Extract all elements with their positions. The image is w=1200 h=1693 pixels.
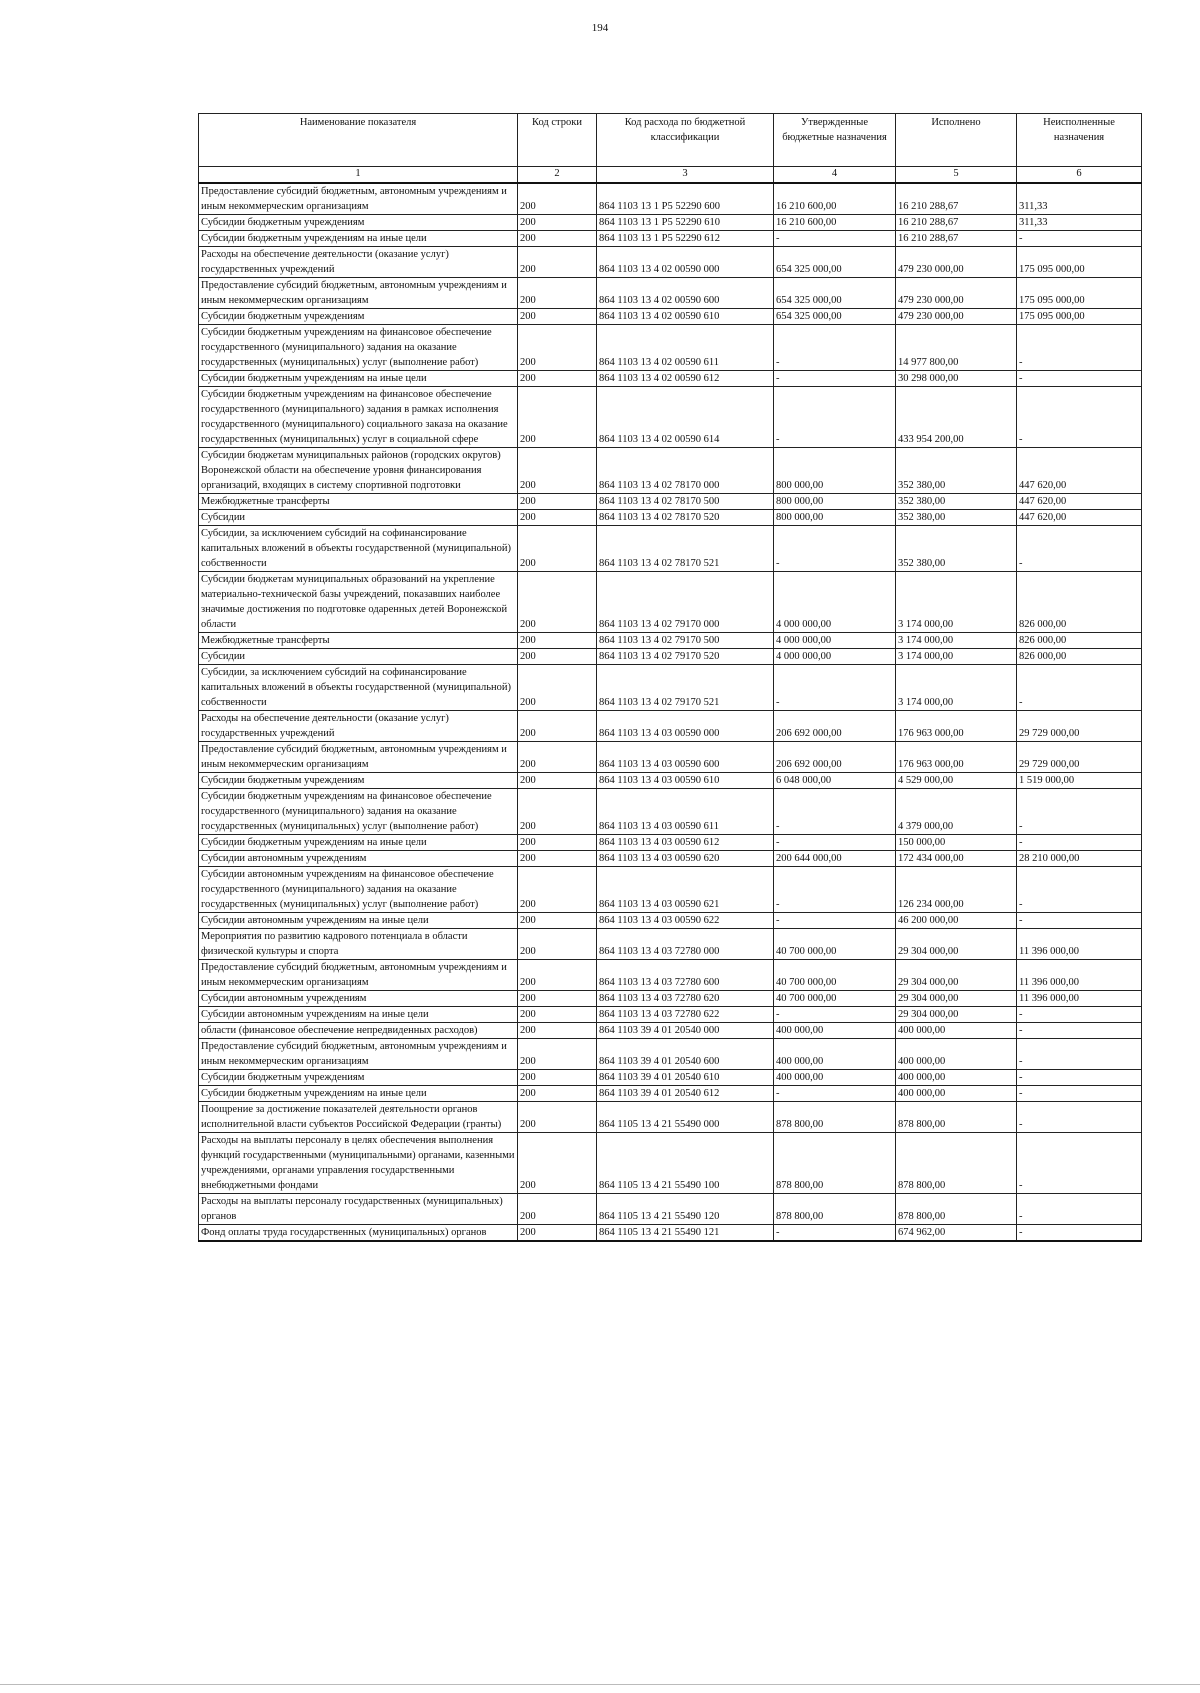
table-cell-line-code: 200 [518,183,597,215]
table-row [199,448,1142,494]
table-cell-name: Предоставление субсидий бюджетным, автономным учреждениям и иным некоммерческим организациям [199,1039,518,1070]
table-cell-name: Субсидии бюджетным учреждениям на иные цели [199,231,518,247]
table-row [199,1007,1142,1023]
table-cell-line-code: 200 [518,991,597,1007]
table-cell-unexecuted: - [1017,1102,1142,1133]
column-number: 2 [518,167,597,184]
table-cell-budget-code: 864 1103 13 4 03 72780 600 [597,960,774,991]
table-cell-approved: 878 800,00 [774,1133,896,1194]
table-row [199,1023,1142,1039]
table-cell-unexecuted: 175 095 000,00 [1017,247,1142,278]
table-cell-line-code: 200 [518,1039,597,1070]
table-cell-name: Предоставление субсидий бюджетным, автономным учреждениям и иным некоммерческим организациям [199,960,518,991]
table-cell-executed: 352 380,00 [896,448,1017,494]
table-cell-budget-code: 864 1103 13 4 03 00590 622 [597,913,774,929]
table-cell-name: Субсидии [199,510,518,526]
table-row [199,371,1142,387]
table-cell-budget-code: 864 1103 13 4 02 78170 520 [597,510,774,526]
table-cell-unexecuted: 447 620,00 [1017,448,1142,494]
table-cell-approved: - [774,387,896,448]
table-cell-unexecuted: 28 210 000,00 [1017,851,1142,867]
table-cell-executed: 3 174 000,00 [896,649,1017,665]
table-cell-unexecuted: 29 729 000,00 [1017,742,1142,773]
table-cell-unexecuted: 826 000,00 [1017,572,1142,633]
header-line-code: Код строки [518,114,597,167]
table-cell-name: Субсидии бюджетным учреждениям на финансовое обеспечение государственного (муниципального) задания на оказание государственных (муниципальных) услуг (выполнение работ) [199,789,518,835]
table-cell-budget-code: 864 1103 13 4 03 00590 621 [597,867,774,913]
table-row [199,913,1142,929]
table-cell-budget-code: 864 1103 13 4 03 00590 611 [597,789,774,835]
table-row [199,278,1142,309]
table-row [199,1070,1142,1086]
table-cell-line-code: 200 [518,278,597,309]
table-cell-approved: - [774,1086,896,1102]
table-cell-line-code: 200 [518,1086,597,1102]
table-row [199,231,1142,247]
table-cell-executed: 674 962,00 [896,1225,1017,1242]
table-cell-approved: - [774,665,896,711]
table-cell-name: Субсидии бюджетным учреждениям [199,773,518,789]
column-number: 4 [774,167,896,184]
table-cell-approved: 654 325 000,00 [774,247,896,278]
table-cell-unexecuted: 29 729 000,00 [1017,711,1142,742]
table-cell-line-code: 200 [518,742,597,773]
table-cell-budget-code: 864 1103 13 4 02 79170 521 [597,665,774,711]
table-cell-budget-code: 864 1103 13 4 02 00590 614 [597,387,774,448]
table-row [199,1133,1142,1194]
table-cell-approved: 800 000,00 [774,494,896,510]
table-cell-name: Субсидии автономным учреждениям [199,991,518,1007]
table-cell-budget-code: 864 1103 13 4 02 00590 000 [597,247,774,278]
table-cell-approved: - [774,835,896,851]
table-cell-unexecuted: - [1017,371,1142,387]
table-cell-approved: 4 000 000,00 [774,649,896,665]
table-cell-line-code: 200 [518,371,597,387]
table-cell-unexecuted: 11 396 000,00 [1017,991,1142,1007]
table-cell-budget-code: 864 1103 13 4 02 79170 000 [597,572,774,633]
table-cell-executed: 479 230 000,00 [896,247,1017,278]
table-cell-line-code: 200 [518,1102,597,1133]
table-cell-executed: 479 230 000,00 [896,278,1017,309]
table-cell-budget-code: 864 1103 13 1 P5 52290 600 [597,183,774,215]
table-row [199,835,1142,851]
table-cell-line-code: 200 [518,309,597,325]
table-cell-approved: - [774,526,896,572]
table-cell-unexecuted: - [1017,1086,1142,1102]
table-row [199,494,1142,510]
table-cell-executed: 3 174 000,00 [896,572,1017,633]
table-cell-budget-code: 864 1103 13 1 P5 52290 612 [597,231,774,247]
table-cell-name: Субсидии бюджетным учреждениям на иные цели [199,835,518,851]
table-cell-executed: 16 210 288,67 [896,231,1017,247]
table-cell-executed: 172 434 000,00 [896,851,1017,867]
table-cell-line-code: 200 [518,711,597,742]
table-row [199,1194,1142,1225]
table-cell-name: Мероприятия по развитию кадрового потенциала в области физической культуры и спорта [199,929,518,960]
header-indicator-name: Наименование показателя [199,114,518,167]
table-row [199,325,1142,371]
table-cell-name: Субсидии бюджетным учреждениям на иные цели [199,371,518,387]
table-cell-approved: - [774,231,896,247]
table-cell-line-code: 200 [518,1194,597,1225]
table-row [199,309,1142,325]
table-cell-executed: 3 174 000,00 [896,633,1017,649]
table-cell-unexecuted: 11 396 000,00 [1017,960,1142,991]
table-cell-line-code: 200 [518,851,597,867]
table-row [199,247,1142,278]
table-cell-name: Субсидии бюджетным учреждениям [199,215,518,231]
table-cell-name: Субсидии бюджетам муниципальных районов (городских округов) Воронежской области на обеспечение уровня финансирования организаций, входящих в систему спортивной подготовки [199,448,518,494]
table-cell-unexecuted: - [1017,789,1142,835]
table-cell-approved: 654 325 000,00 [774,309,896,325]
table-cell-unexecuted: - [1017,867,1142,913]
table-cell-budget-code: 864 1103 13 4 02 78170 521 [597,526,774,572]
table-cell-unexecuted: 826 000,00 [1017,649,1142,665]
table-cell-executed: 400 000,00 [896,1070,1017,1086]
table-body [199,183,1142,1241]
table-cell-budget-code: 864 1103 13 4 02 00590 610 [597,309,774,325]
page-number: 194 [591,22,609,34]
table-cell-name: Расходы на обеспечение деятельности (оказание услуг) государственных учреждений [199,247,518,278]
table-cell-name: Субсидии бюджетам муниципальных образований на укрепление материально-технической базы учреждений, показавших наиболее значимые достижения по подготовке одаренных детей Воронежской области [199,572,518,633]
table-cell-name: Субсидии [199,649,518,665]
table-cell-unexecuted: 11 396 000,00 [1017,929,1142,960]
table-cell-budget-code: 864 1105 13 4 21 55490 100 [597,1133,774,1194]
table-row [199,572,1142,633]
table-cell-approved: - [774,1225,896,1242]
table-cell-name: Субсидии, за исключением субсидий на софинансирование капитальных вложений в объекты государственной (муниципальной) собственности [199,665,518,711]
table-row [199,789,1142,835]
table-cell-budget-code: 864 1103 13 4 03 00590 610 [597,773,774,789]
table-cell-unexecuted: - [1017,1070,1142,1086]
table-cell-executed: 150 000,00 [896,835,1017,851]
table-cell-executed: 16 210 288,67 [896,215,1017,231]
table-cell-unexecuted: 175 095 000,00 [1017,278,1142,309]
table-cell-name: Субсидии, за исключением субсидий на софинансирование капитальных вложений в объекты государственной (муниципальной) собственности [199,526,518,572]
table-cell-executed: 400 000,00 [896,1086,1017,1102]
table-cell-executed: 878 800,00 [896,1133,1017,1194]
table-cell-budget-code: 864 1103 13 4 03 00590 600 [597,742,774,773]
table-cell-approved: 400 000,00 [774,1023,896,1039]
table-cell-line-code: 200 [518,231,597,247]
column-number: 1 [199,167,518,184]
table-cell-line-code: 200 [518,649,597,665]
table-cell-executed: 433 954 200,00 [896,387,1017,448]
table-cell-unexecuted: - [1017,387,1142,448]
table-cell-budget-code: 864 1103 13 4 02 79170 520 [597,649,774,665]
table-cell-executed: 176 963 000,00 [896,711,1017,742]
table-cell-budget-code: 864 1105 13 4 21 55490 120 [597,1194,774,1225]
table-cell-budget-code: 864 1103 13 4 03 00590 620 [597,851,774,867]
table-cell-line-code: 200 [518,929,597,960]
table-cell-budget-code: 864 1103 39 4 01 20540 610 [597,1070,774,1086]
table-cell-name: Межбюджетные трансферты [199,494,518,510]
table-row [199,633,1142,649]
table-row [199,1102,1142,1133]
table-cell-name: Предоставление субсидий бюджетным, автономным учреждениям и иным некоммерческим организациям [199,742,518,773]
table-cell-line-code: 200 [518,960,597,991]
table-cell-executed: 29 304 000,00 [896,1007,1017,1023]
table-cell-approved: 878 800,00 [774,1194,896,1225]
table-cell-unexecuted: 447 620,00 [1017,510,1142,526]
table-cell-budget-code: 864 1103 39 4 01 20540 612 [597,1086,774,1102]
table-cell-line-code: 200 [518,1133,597,1194]
table-cell-line-code: 200 [518,1225,597,1242]
table-cell-name: Субсидии автономным учреждениям на иные цели [199,1007,518,1023]
table-cell-executed: 400 000,00 [896,1023,1017,1039]
table-cell-budget-code: 864 1103 13 4 02 00590 611 [597,325,774,371]
table-cell-approved: - [774,867,896,913]
table-row [199,215,1142,231]
table-cell-line-code: 200 [518,867,597,913]
table-cell-line-code: 200 [518,1023,597,1039]
table-cell-executed: 176 963 000,00 [896,742,1017,773]
table-cell-unexecuted: 826 000,00 [1017,633,1142,649]
table-cell-line-code: 200 [518,247,597,278]
table-cell-unexecuted: 447 620,00 [1017,494,1142,510]
table-cell-unexecuted: 1 519 000,00 [1017,773,1142,789]
table-cell-unexecuted: - [1017,835,1142,851]
table-cell-name: Субсидии бюджетным учреждениям на финансовое обеспечение государственного (муниципального) задания в рамках исполнения государственного (муниципального) социального заказа на оказание государственных (муниципальных) услуг в социальной сфере [199,387,518,448]
table-row [199,867,1142,913]
table-cell-executed: 4 379 000,00 [896,789,1017,835]
table-cell-line-code: 200 [518,510,597,526]
table-row [199,649,1142,665]
table-cell-line-code: 200 [518,387,597,448]
table-row [199,1039,1142,1070]
table-cell-budget-code: 864 1103 13 4 03 00590 612 [597,835,774,851]
table-cell-executed: 16 210 288,67 [896,183,1017,215]
table-row [199,1225,1142,1242]
table-cell-name: Субсидии бюджетным учреждениям [199,309,518,325]
table-cell-name: Субсидии бюджетным учреждениям на финансовое обеспечение государственного (муниципального) задания на оказание государственных (муниципальных) услуг (выполнение работ) [199,325,518,371]
table-cell-name: Субсидии автономным учреждениям на финансовое обеспечение государственного (муниципального) задания на оказание государственных (муниципальных) услуг (выполнение работ) [199,867,518,913]
table-row [199,510,1142,526]
table-row [199,851,1142,867]
table-cell-line-code: 200 [518,773,597,789]
table-cell-name: Субсидии бюджетным учреждениям на иные цели [199,1086,518,1102]
table-cell-unexecuted: - [1017,1225,1142,1242]
table-row [199,183,1142,215]
table-cell-approved: 400 000,00 [774,1039,896,1070]
table-row [199,960,1142,991]
table-cell-unexecuted: 311,33 [1017,183,1142,215]
table-cell-name: Предоставление субсидий бюджетным, автономным учреждениям и иным некоммерческим организациям [199,183,518,215]
table-cell-line-code: 200 [518,835,597,851]
table-cell-line-code: 200 [518,325,597,371]
table-cell-budget-code: 864 1103 13 4 02 78170 000 [597,448,774,494]
table-cell-approved: 40 700 000,00 [774,929,896,960]
table-row [199,1086,1142,1102]
header-budget-code: Код расхода по бюджетной классификации [597,114,774,167]
table-cell-budget-code: 864 1105 13 4 21 55490 121 [597,1225,774,1242]
table-row [199,991,1142,1007]
table-cell-name: Межбюджетные трансферты [199,633,518,649]
table-cell-line-code: 200 [518,1007,597,1023]
table-cell-name: Расходы на выплаты персоналу государственных (муниципальных) органов [199,1194,518,1225]
table-cell-budget-code: 864 1103 13 4 03 72780 622 [597,1007,774,1023]
table-cell-name: Расходы на выплаты персоналу в целях обеспечения выполнения функций государственными (муниципальными) органами, казенными учреждениями, органами управления государственными внебюджетными фондами [199,1133,518,1194]
table-cell-approved: 16 210 600,00 [774,215,896,231]
table-cell-budget-code: 864 1103 13 4 02 00590 600 [597,278,774,309]
table-cell-line-code: 200 [518,215,597,231]
table-cell-budget-code: 864 1103 13 4 03 72780 620 [597,991,774,1007]
column-number: 3 [597,167,774,184]
table-cell-approved: 878 800,00 [774,1102,896,1133]
table-cell-approved: - [774,913,896,929]
table-cell-executed: 352 380,00 [896,510,1017,526]
table-cell-unexecuted: - [1017,1023,1142,1039]
table-cell-unexecuted: - [1017,526,1142,572]
table-cell-unexecuted: - [1017,1133,1142,1194]
table-row [199,742,1142,773]
table-cell-name: Расходы на обеспечение деятельности (оказание услуг) государственных учреждений [199,711,518,742]
table-cell-unexecuted: 175 095 000,00 [1017,309,1142,325]
table-cell-executed: 30 298 000,00 [896,371,1017,387]
table-cell-executed: 479 230 000,00 [896,309,1017,325]
table-cell-executed: 14 977 800,00 [896,325,1017,371]
scan-edge-line [0,1684,1200,1685]
table-cell-approved: 40 700 000,00 [774,991,896,1007]
table-cell-approved: 654 325 000,00 [774,278,896,309]
table-cell-unexecuted: - [1017,231,1142,247]
budget-execution-table [198,113,1142,1242]
table-cell-unexecuted: - [1017,325,1142,371]
table-cell-approved: 200 644 000,00 [774,851,896,867]
table-cell-unexecuted: - [1017,1039,1142,1070]
table-cell-budget-code: 864 1103 13 4 03 72780 000 [597,929,774,960]
table-cell-approved: - [774,325,896,371]
table-cell-name: Поощрение за достижение показателей деятельности органов исполнительной власти субъектов Российской Федерации (гранты) [199,1102,518,1133]
table-cell-executed: 4 529 000,00 [896,773,1017,789]
table-cell-approved: - [774,1007,896,1023]
table-row [199,773,1142,789]
table-cell-line-code: 200 [518,665,597,711]
table-cell-executed: 29 304 000,00 [896,929,1017,960]
table-cell-name: области (финансовое обеспечение непредвиденных расходов) [199,1023,518,1039]
table-cell-line-code: 200 [518,526,597,572]
table-cell-approved: 6 048 000,00 [774,773,896,789]
table-cell-line-code: 200 [518,789,597,835]
table-cell-budget-code: 864 1103 13 4 02 78170 500 [597,494,774,510]
column-number: 5 [896,167,1017,184]
table-cell-approved: - [774,789,896,835]
table-cell-unexecuted: 311,33 [1017,215,1142,231]
table-cell-line-code: 200 [518,1070,597,1086]
table-cell-line-code: 200 [518,633,597,649]
table-cell-budget-code: 864 1103 39 4 01 20540 000 [597,1023,774,1039]
table-row [199,711,1142,742]
table-cell-line-code: 200 [518,572,597,633]
table-row [199,665,1142,711]
table-cell-executed: 400 000,00 [896,1039,1017,1070]
table-cell-budget-code: 864 1105 13 4 21 55490 000 [597,1102,774,1133]
table-cell-budget-code: 864 1103 13 4 03 00590 000 [597,711,774,742]
header-approved: Утвержденные бюджетные назначения [774,114,896,167]
table-cell-line-code: 200 [518,448,597,494]
table-cell-budget-code: 864 1103 39 4 01 20540 600 [597,1039,774,1070]
table-cell-line-code: 200 [518,494,597,510]
header-executed: Исполнено [896,114,1017,167]
table-cell-budget-code: 864 1103 13 4 02 79170 500 [597,633,774,649]
table-cell-name: Субсидии автономным учреждениям на иные цели [199,913,518,929]
table-cell-approved: 206 692 000,00 [774,742,896,773]
table-row [199,929,1142,960]
table-cell-name: Субсидии бюджетным учреждениям [199,1070,518,1086]
table-cell-executed: 29 304 000,00 [896,960,1017,991]
table-cell-approved: 400 000,00 [774,1070,896,1086]
table-cell-unexecuted: - [1017,665,1142,711]
table-cell-approved: 4 000 000,00 [774,633,896,649]
table-cell-executed: 126 234 000,00 [896,867,1017,913]
table-cell-executed: 352 380,00 [896,526,1017,572]
table-cell-unexecuted: - [1017,1194,1142,1225]
table-cell-name: Предоставление субсидий бюджетным, автономным учреждениям и иным некоммерческим организациям [199,278,518,309]
table-cell-unexecuted: - [1017,913,1142,929]
table-cell-name: Субсидии автономным учреждениям [199,851,518,867]
table-cell-approved: - [774,371,896,387]
header-unexecuted: Неисполненные назначения [1017,114,1142,167]
table-cell-unexecuted: - [1017,1007,1142,1023]
table-cell-approved: 800 000,00 [774,510,896,526]
table-cell-executed: 46 200 000,00 [896,913,1017,929]
table-row [199,526,1142,572]
table-cell-executed: 352 380,00 [896,494,1017,510]
table-cell-approved: 16 210 600,00 [774,183,896,215]
table-cell-approved: 800 000,00 [774,448,896,494]
table-row [199,387,1142,448]
column-number: 6 [1017,167,1142,184]
table-cell-approved: 4 000 000,00 [774,572,896,633]
table-cell-budget-code: 864 1103 13 1 P5 52290 610 [597,215,774,231]
table-cell-executed: 29 304 000,00 [896,991,1017,1007]
table-cell-line-code: 200 [518,913,597,929]
table-cell-approved: 40 700 000,00 [774,960,896,991]
table-cell-name: Фонд оплаты труда государственных (муниципальных) органов [199,1225,518,1242]
table-cell-executed: 3 174 000,00 [896,665,1017,711]
table-cell-executed: 878 800,00 [896,1102,1017,1133]
table-cell-executed: 878 800,00 [896,1194,1017,1225]
table-cell-budget-code: 864 1103 13 4 02 00590 612 [597,371,774,387]
table-cell-approved: 206 692 000,00 [774,711,896,742]
